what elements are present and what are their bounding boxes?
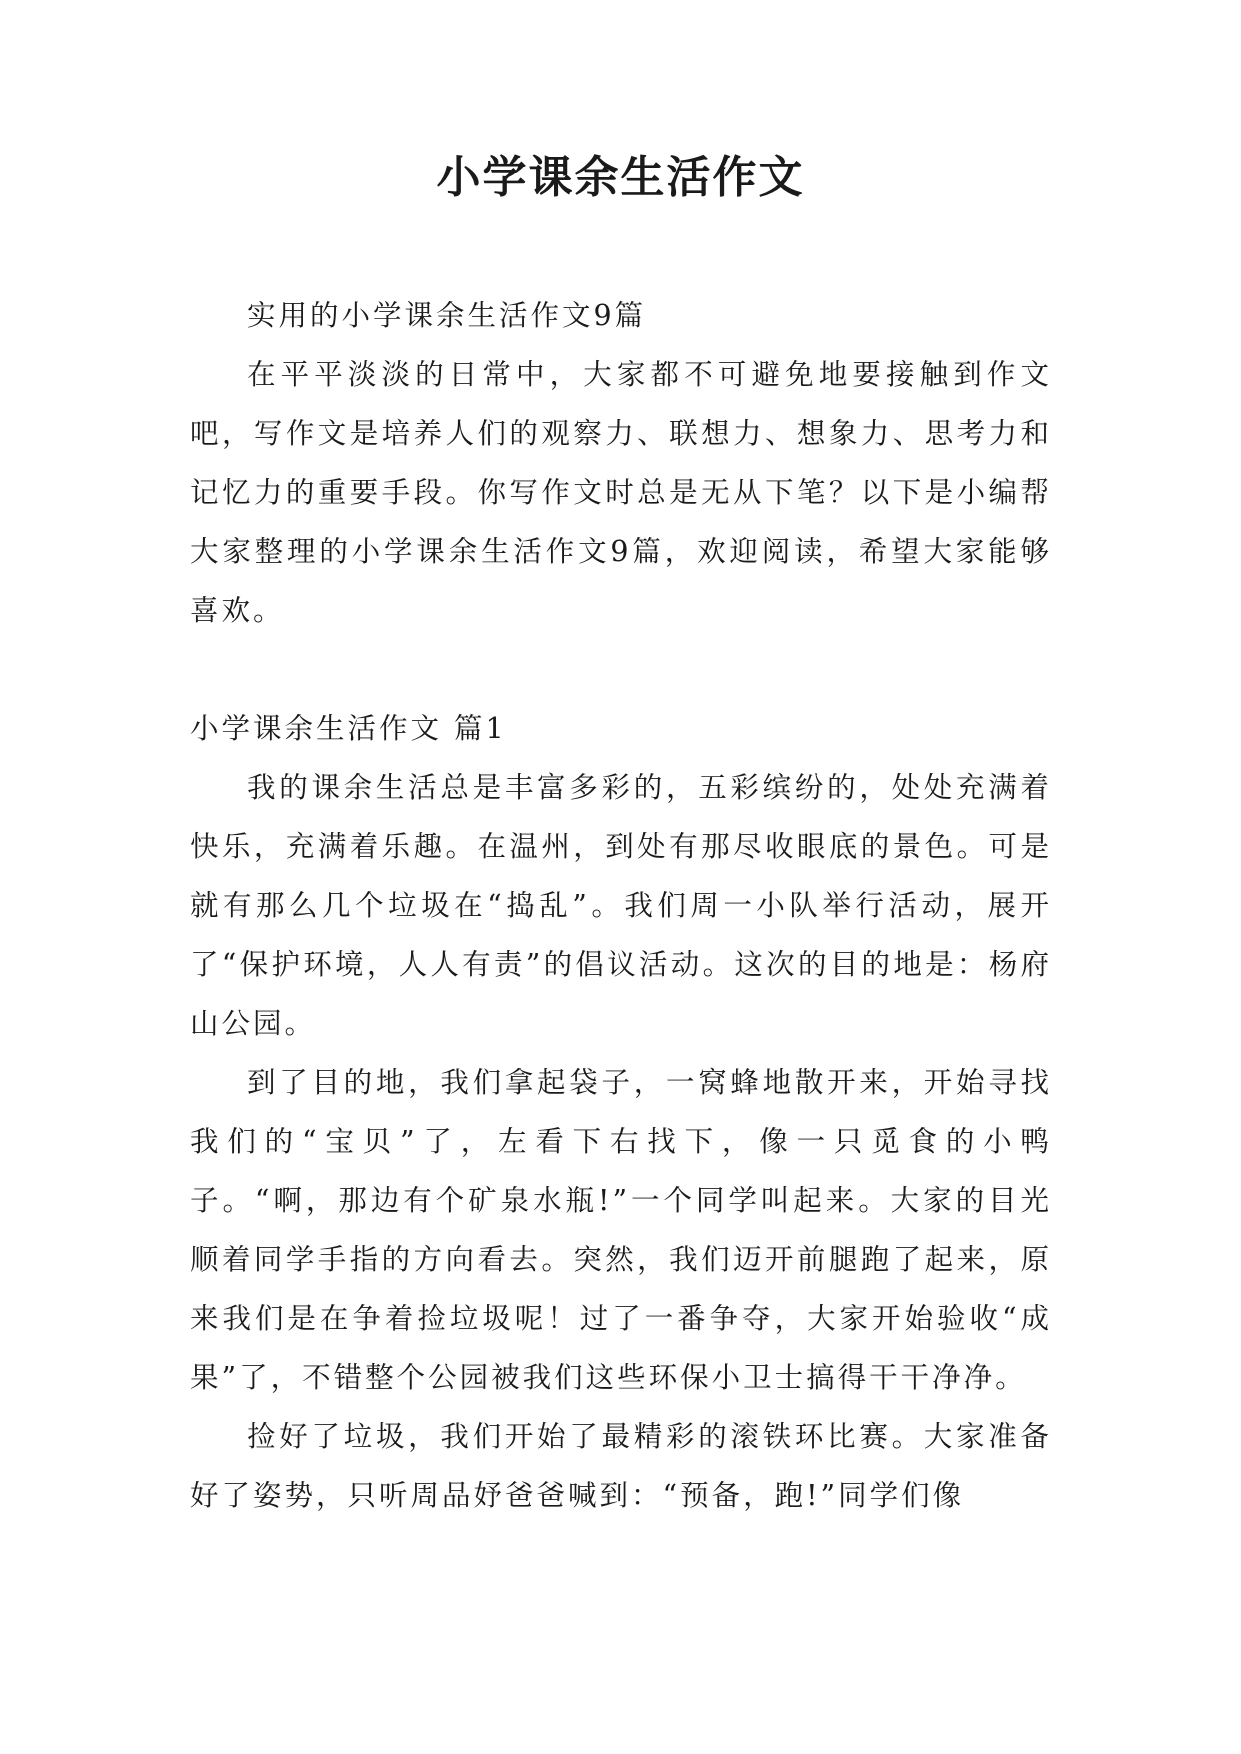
section-heading: 小学课余生活作文 篇1 xyxy=(190,712,507,745)
intro-paragraph: 在平平淡淡的日常中，大家都不可避免地要接触到作文吧，写作文是培养人们的观察力、联想力、想象力、思考力和记忆力的重要手段。你写作文时总是无从下笔？以下是小编帮大家整理的小学课余生活作文9篇，欢迎阅读，希望大家能够喜欢。 xyxy=(190,358,1052,627)
body-paragraph: 捡好了垃圾，我们开始了最精彩的滚铁环比赛。大家准备好了姿势，只听周品妤爸爸喊到：“预备，跑!”同学们像 xyxy=(190,1420,1052,1512)
document-body xyxy=(190,286,1052,1525)
document-title: 小学课余生活作文 xyxy=(436,152,805,203)
body-paragraph: 到了目的地，我们拿起袋子，一窝蜂地散开来，开始寻找我们的“宝贝”了，左看下右找下，像一只觅食的小鸭子。“啊，那边有个矿泉水瓶!”一个同学叫起来。大家的目光顺着同学手指的方向看去。突然，我们迈开前腿跑了起来，原来我们是在争着捡垃圾呢！过了一番争夺，大家开始验收“成果”了，不错整个公园被我们这些环保小卫士搞得干干净净。 xyxy=(190,1066,1052,1394)
document-subtitle: 实用的小学课余生活作文9篇 xyxy=(247,299,647,332)
body-paragraph: 我的课余生活总是丰富多彩的，五彩缤纷的，处处充满着快乐，充满着乐趣。在温州，到处有那尽收眼底的景色。可是就有那么几个垃圾在“捣乱”。我们周一小队举行活动，展开了“保护环境，人人有责”的倡议活动。这次的目的地是：杨府山公园。 xyxy=(190,771,1052,1040)
section-spacer xyxy=(190,640,1052,699)
